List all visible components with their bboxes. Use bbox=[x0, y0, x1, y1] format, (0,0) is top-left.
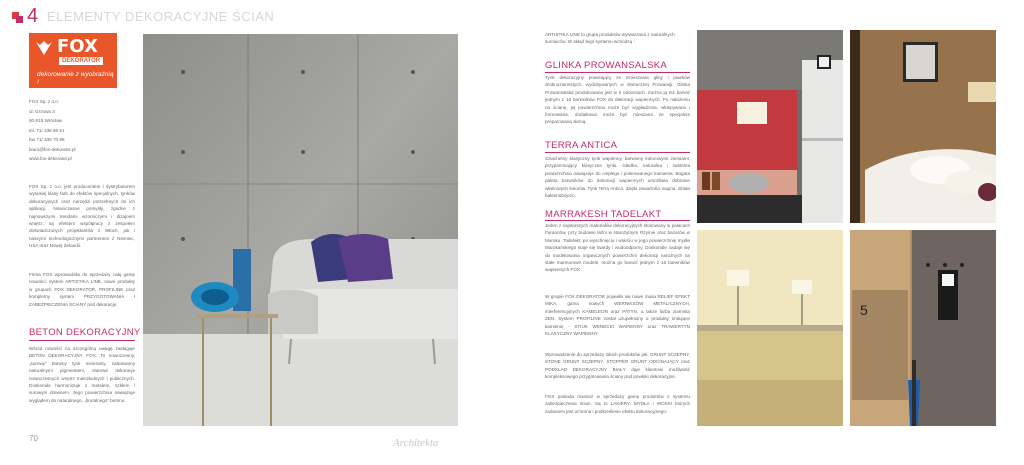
marrakesh-heading: MARRAKESH TADELAKT bbox=[545, 209, 662, 220]
company-name: FOX Sp. z o.o. bbox=[29, 99, 60, 104]
relief-text: W grupie FOX DEKORATOR pojawiło się nowe masa RELIEF EFEKT MIKA, gama nowych WERNIKSÓW METALICZNYCH, interferencyjnych KAMELEON oraz PATYN, a także farba ziarnista ZEN. System PROFILINE został uzupełniony o produkty imitujące kamienie - STIUK WENECKI WAPIENNY oraz TRAWERTYN KLASYCZNY WAPIENNY. bbox=[545, 294, 690, 337]
logo-tagline: dekorowanie z wyobraźnią ! bbox=[37, 71, 114, 86]
glinka-rule bbox=[545, 72, 690, 73]
chapter-number: 4 bbox=[27, 5, 39, 27]
logo-sub: DEKORATOR bbox=[59, 57, 103, 65]
yellow-room-photo bbox=[697, 230, 843, 426]
website-link[interactable]: www.fox-dekorator.pl bbox=[29, 156, 72, 161]
kitchen-photo bbox=[697, 30, 843, 223]
email-link[interactable]: biuro@fox-dekorator.pl bbox=[29, 146, 76, 152]
address-city: 50-515 Wrocław bbox=[29, 118, 63, 123]
protect-text: FOX posiada również w sprzedaży gamę produktów z systemu zabezpieczenia ścian. Są to LAKIERY, MYDŁA i WOSKI których zadaniem jest ochrona i podkreślenie efektu dekoracyjnego. bbox=[545, 394, 690, 414]
terra-text: Szlachetny klasyczny tynk wapienny, barwiony kolorowymi ziemiami, przypominający klasyczne tynki. Gładka, naturalna i subtelna powierzchnia nawiązuje do ciepłego i polerowanego kamienia. Bogata paleta barwników do dekoracji wapiennych umożliwia dobranie właściwych kolorów. Tynk Terra Antica, dzięki zawartości wapna, działa bakteriobójczo. bbox=[545, 156, 690, 199]
terra-rule bbox=[545, 152, 690, 153]
marrakesh-text: Jeden z najstarszych materiałów dekoracyjnych stosowany w pałacach Faraonów, przy budowie łaźni w starożytnym Rzymie oraz bazarów w Maroku. Tadelakt, po wyschnięciu i wtarciu w jego powierzchnię mydła Marokańskiego staje się twardy i wodoodporny. Doskonale nadaje się do modelowania organicznych powierzchni dekoracji narożnych na stałe marmurowe modele, można go barwić jednym z 16 barwników wapiennych FOX . bbox=[545, 223, 690, 273]
glinka-heading: GLINKA PROWANSALSKA bbox=[545, 60, 668, 71]
beton-rule bbox=[29, 340, 135, 341]
magazine-brand: Architekta bbox=[393, 437, 439, 449]
fox-logo bbox=[29, 33, 117, 88]
sofa-interior-photo bbox=[143, 34, 458, 426]
beton-heading: BETON DEKORACYJNY bbox=[29, 327, 141, 338]
glinka-text: Tynk dekoracyjny powstający ze zmieszania gliny i piasków drobnoziarnistych, wydobywanych w słonecznej Prowansji. Glinka Prowansalska produkowana jest w 6 odcieniach, można ją też barwić jednym z 16 barwników FOX do dekoracji wapiennych. Po nałożeniu na ścianę, jej powierzchnia może być wygładzona, wklepywana i formowana, dodatkowo może być mieszana ze specjalnie preparowaną słomą. bbox=[545, 75, 690, 125]
header-square-magenta bbox=[16, 16, 23, 23]
chapter-title: ELEMENTY DEKORACYJNE ŚCIAN bbox=[47, 9, 275, 24]
offer-text: Firma FOX wprowadziła do sprzedaży całą gamę nowości: system ARTISTIKA LINE, nowe produkty w grupach FOX DEKORATOR, PROFILINE oraz kompletny system PRZYGOTOWANIA I ZABEZPIECZENIA ŚCIANY pod dekoracje. bbox=[29, 272, 135, 307]
fox-head-icon bbox=[35, 39, 53, 57]
beton-text: Wśród nowości na szczególną uwagę zasługuje BETON DEKORACYJNY FOX. To nowoczesny, „surowy” barwny tynk mineralny, zabarwiony naturalnymi pigmentami, stanowi dekoracje nowoczesnych wnętrz mieszkalnych i publicznych. Doskonale harmonizuje z metalem, szkłem i surowym drewnem. Jego powierzchnia nawiązuje wyglądem do naturalnego, „brutalnego” betonu. bbox=[29, 346, 135, 403]
contact-block bbox=[29, 97, 129, 164]
grunt-text: Wprowadzenie do sprzedaży takich produktów jak, GRUNT SCZEPNY, STONE GRUNT SCZEPNY, STOPPER GRUNT ODCINAJĄCY oraz PODKŁAD DEKORACYJNY BIAŁY daje klientowi możliwość kompleksowego przygotowania ściany pod powłoki dekoracyjne. bbox=[545, 352, 690, 380]
address-street: ul. Grzowa 3 bbox=[29, 108, 55, 114]
terra-heading: TERRA ANTICA bbox=[545, 140, 618, 151]
page-number: 70 bbox=[29, 434, 38, 443]
marrakesh-rule bbox=[545, 220, 690, 221]
fax: fax 71/ 336 70 98 bbox=[29, 137, 65, 142]
intro-text: ARTISTIKA LINE to grupa produktów wytwarzana z naturalnych surowców. W skład tego systemu wchodzą : bbox=[545, 32, 675, 45]
phone: tel. 71/ 336 66 51 bbox=[29, 127, 65, 133]
door-number-sign: 5 bbox=[860, 302, 868, 318]
bedroom-photo bbox=[850, 30, 996, 223]
hallway-photo bbox=[850, 230, 996, 426]
about-text: FOX Sp. z o.o. jest producentem i dystrybutorem wysokiej klasy farb do efektów specjalnych, tynków dekoracyjnych oraz narzędzi potrzebnych do ich aplikacji. Nowoczesne pomysły, zgodne z najnowszymi trendami wzorniczymi i dizajnem wnętrz, są efektem współpracy z zespołem doświadczonych projektantów z Włoch, jak i naszymi technologicznymi partnerami z Niemiec, USA oraz Nowej Zelandii. bbox=[29, 184, 135, 249]
logo-brand: FOX bbox=[57, 36, 98, 57]
